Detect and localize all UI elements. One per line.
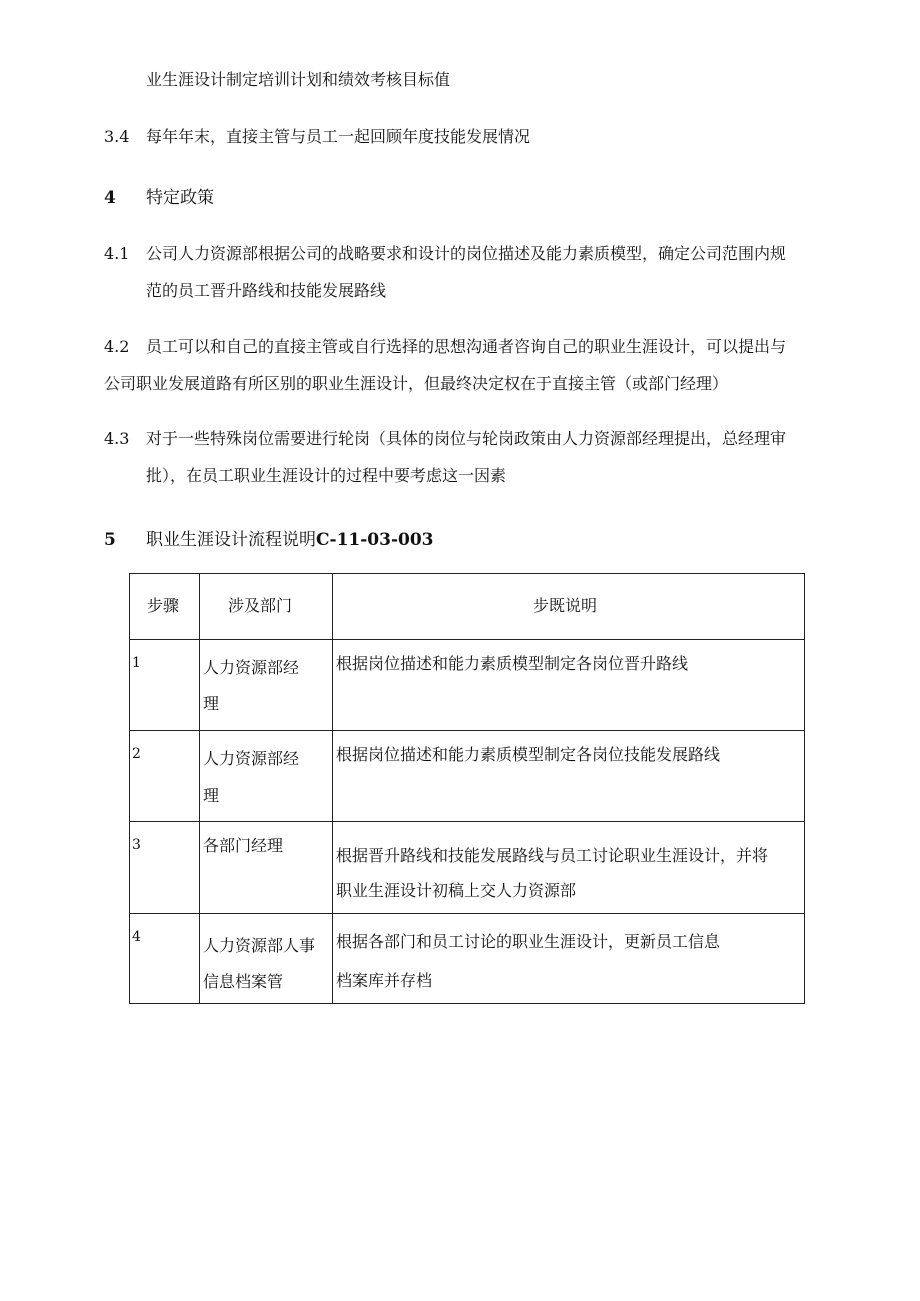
section-number-4-2: 4.2 xyxy=(104,337,130,356)
table-row-3-desc-line2: 职业生涯设计初稿上交人力资源部 xyxy=(336,881,577,900)
table-header-dept: 涉及部门 xyxy=(228,596,293,615)
table-row-3-step: 3 xyxy=(132,837,141,853)
section-number-4: 4 xyxy=(104,188,116,208)
continuation-text: 业生涯设计制定培训计划和绩效考核目标值 xyxy=(146,70,451,89)
table-row-4-dept-line1: 人力资源部人事 xyxy=(203,936,316,955)
table-row-4-dept-line2: 信息档案管 xyxy=(203,972,284,991)
table-row-divider xyxy=(130,821,804,822)
table-row-4-desc-line1: 根据各部门和员工讨论的职业生涯设计，更新员工信息 xyxy=(336,932,721,951)
table-row-1-dept-line2: 理 xyxy=(203,694,220,713)
table-row-3-dept-line1: 各部门经理 xyxy=(203,836,284,855)
table-row-2-dept-line1: 人力资源部经 xyxy=(203,749,300,768)
table-row-1-desc: 根据岗位描述和能力素质模型制定各岗位晋升路线 xyxy=(336,654,689,673)
section-heading-5-title: 职业生涯设计流程说明 xyxy=(146,530,316,550)
table-row-2-step: 2 xyxy=(132,746,141,762)
section-text-4-1-line1: 公司人力资源部根据公司的战略要求和设计的岗位描述及能力素质模型，确定公司范围内规 xyxy=(146,244,787,263)
table-header-step: 步骤 xyxy=(147,596,180,615)
table-row-1-dept-line1: 人力资源部经 xyxy=(203,658,300,677)
section-text-4-1-line2: 范的员工晋升路线和技能发展路线 xyxy=(146,281,387,300)
table-row-divider xyxy=(130,730,804,731)
section-number-4-3: 4.3 xyxy=(104,429,130,448)
section-heading-5 xyxy=(146,530,434,550)
section-heading-5-code: C-11-03-003 xyxy=(316,530,434,550)
table-row-1-step: 1 xyxy=(132,655,141,671)
section-number-5: 5 xyxy=(104,530,116,550)
table-row-3-desc-line1: 根据晋升路线和技能发展路线与员工讨论职业生涯设计，并将 xyxy=(336,846,769,865)
section-number-3-4: 3.4 xyxy=(104,127,130,146)
table-row-2-dept-line2: 理 xyxy=(203,786,220,805)
section-text-4-2-line2: 公司职业发展道路有所区别的职业生涯设计，但最终决定权在于直接主管（或部门经理） xyxy=(104,374,729,393)
section-text-3-4: 每年年末，直接主管与员工一起回顾年度技能发展情况 xyxy=(146,127,531,146)
table-row-4-desc-line2: 档案库并存档 xyxy=(336,971,433,990)
table-row-divider xyxy=(130,639,804,640)
section-text-4-2-line1: 员工可以和自己的直接主管或自行选择的思想沟通者咨询自己的职业生涯设计，可以提出与 xyxy=(146,337,787,356)
table-row-4-step: 4 xyxy=(132,929,141,945)
section-heading-4: 特定政策 xyxy=(146,188,214,208)
table-row-2-desc: 根据岗位描述和能力素质模型制定各岗位技能发展路线 xyxy=(336,745,721,764)
section-number-4-1: 4.1 xyxy=(104,244,130,263)
table-header-desc: 步既说明 xyxy=(533,596,598,615)
table-row-divider xyxy=(130,913,804,914)
process-table xyxy=(129,573,805,1004)
section-text-4-3-line1: 对于一些特殊岗位需要进行轮岗（具体的岗位与轮岗政策由人力资源部经理提出，总经理审 xyxy=(146,429,787,448)
section-text-4-3-line2: 批），在员工职业生涯设计的过程中要考虑这一因素 xyxy=(146,466,507,485)
